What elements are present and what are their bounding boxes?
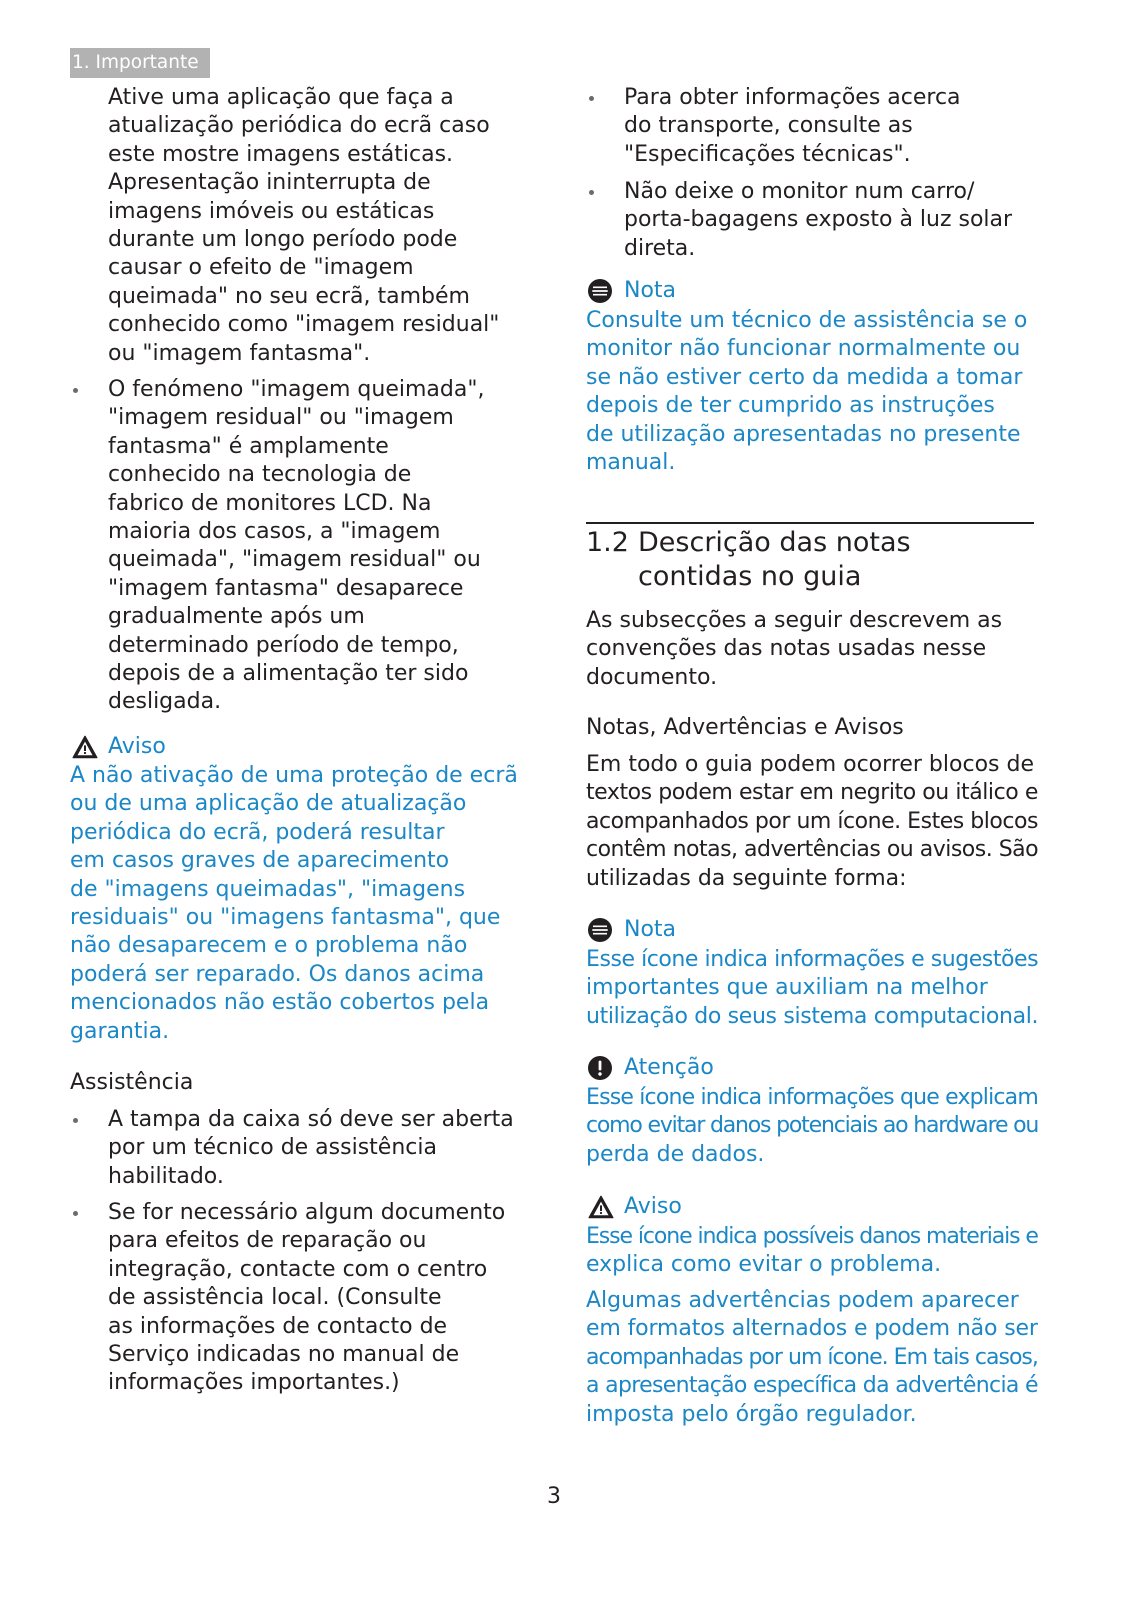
- bullet-text: [108, 1199, 526, 1398]
- text-line: Ative uma aplicação que faça a: [108, 85, 454, 110]
- text-line: "imagem residual" ou "imagem: [108, 405, 454, 431]
- text-line: gradualmente após um: [108, 604, 365, 630]
- text-line: Apresentação ininterrupta de: [108, 170, 431, 196]
- text-line: Em todo o guia podem ocorrer blocos de: [586, 752, 1034, 777]
- text-line: "Especificações técnicas".: [624, 141, 911, 167]
- bullet-text: [108, 1106, 526, 1191]
- caution-heading: [586, 1054, 786, 1082]
- text-line: acompanhadas por um ícone. Em tais casos,: [586, 1344, 1038, 1370]
- text-line: Esse ícone indica informações e sugestões: [586, 947, 1039, 972]
- text-line: Esse ícone indica informações que explicam: [586, 1085, 1038, 1110]
- bullet-item: [108, 376, 526, 717]
- text-line: se não estiver certo da medida a tomar: [586, 364, 1023, 390]
- note-icon: [588, 279, 614, 303]
- text-line: como evitar danos potenciais ao hardware ou: [586, 1113, 1039, 1139]
- caution-label: Atenção: [624, 1055, 714, 1080]
- text-line: habilitado.: [108, 1163, 224, 1189]
- text-line: perda de dados.: [586, 1141, 765, 1167]
- text-line: importantes que auxiliam na melhor: [586, 975, 988, 1001]
- note-heading: [586, 916, 786, 944]
- text-line: O fenómeno "imagem queimada",: [108, 377, 485, 402]
- text-line: de utilização apresentadas no presente: [586, 421, 1021, 447]
- text-line: as informações de contacto de: [108, 1313, 448, 1339]
- text-line: determinado período de tempo,: [108, 632, 459, 658]
- text-line: queimada" no seu ecrã, também: [108, 283, 470, 309]
- text-line: poderá ser reparado. Os danos acima: [70, 961, 485, 987]
- bullet-item: [108, 1106, 526, 1191]
- text-line: integração, contacte com o centro: [108, 1256, 488, 1282]
- text-line: residuais" ou "imagens fantasma", que: [70, 905, 501, 931]
- subheading: Notas, Advertências e Avisos: [586, 715, 904, 740]
- bullet-text: [624, 178, 1036, 263]
- assistance-heading: Assistência: [70, 1070, 194, 1095]
- bullet-marker: [589, 96, 594, 101]
- text-line: de "imagens queimadas", "imagens: [70, 876, 466, 902]
- text-line: fantasma" é amplamente: [108, 433, 389, 459]
- text-line: a apresentação específica da advertência é: [586, 1373, 1038, 1399]
- text-line: Descrição das notas: [638, 527, 911, 558]
- text-line: atualização periódica do ecrã caso: [108, 113, 490, 139]
- text-line: convenções das notas usadas nesse: [586, 636, 987, 662]
- warning-triangle-icon: [588, 1195, 614, 1219]
- text-line: durante um longo período pode: [108, 227, 458, 253]
- text-line: Esse ícone indica possíveis danos materiais e: [586, 1224, 1038, 1249]
- text-line: garantia.: [70, 1018, 170, 1044]
- page-number: 3: [547, 1484, 561, 1509]
- text-line: depois de ter cumprido as instruções: [586, 393, 995, 419]
- warning-triangle-icon: [72, 735, 98, 759]
- text-line: em formatos alternados e podem não ser: [586, 1316, 1038, 1342]
- bullet-item: [108, 1199, 526, 1398]
- text-line: contidas no guia: [638, 561, 862, 592]
- section-intro: [586, 607, 1038, 692]
- text-line: causar o efeito de "imagem: [108, 255, 414, 281]
- text-line: de assistência local. (Consulte: [108, 1285, 442, 1311]
- bullet-item: [624, 178, 1036, 263]
- text-line: do transporte, consulte as: [624, 113, 913, 139]
- text-line: Para obter informações acerca: [624, 85, 961, 110]
- text-line: conhecido como "imagem residual": [108, 312, 500, 338]
- text-line: informações importantes.): [108, 1370, 400, 1396]
- text-line: depois de a alimentação ter sido: [108, 661, 469, 687]
- bullet-marker: [73, 1118, 78, 1123]
- text-line: monitor não funcionar normalmente ou: [586, 336, 1021, 362]
- text-line: por um técnico de assistência: [108, 1135, 437, 1161]
- text-line: imposta pelo órgão regulador.: [586, 1401, 917, 1427]
- text-line: As subsecções a seguir descrevem as: [586, 608, 1003, 633]
- warning-extra-text: [586, 1287, 1038, 1429]
- text-line: direta.: [624, 235, 696, 261]
- text-line: desligada.: [108, 689, 222, 715]
- text-line: maioria dos casos, a "imagem: [108, 519, 441, 545]
- text-line: manual.: [586, 450, 676, 476]
- caution-text: [586, 1084, 1038, 1169]
- caution-icon: [588, 1056, 614, 1080]
- text-line: utilizadas da seguinte forma:: [586, 865, 907, 891]
- note-label: Nota: [624, 278, 677, 303]
- text-line: Se for necessário algum documento: [108, 1200, 506, 1225]
- text-line: conhecido na tecnologia de: [108, 462, 412, 488]
- text-line: Não deixe o monitor num carro/: [624, 179, 975, 204]
- text-line: documento.: [586, 664, 718, 690]
- warning-text: [70, 762, 522, 1046]
- burn-in-paragraph: [108, 84, 526, 368]
- note-heading: [586, 277, 786, 305]
- bullet-text: [624, 84, 1036, 169]
- text-line: porta-bagagens exposto à luz solar: [624, 207, 1013, 233]
- text-line: contêm notas, advertências ou avisos. São: [586, 837, 1039, 863]
- text-line: A não ativação de uma proteção de ecrã: [70, 763, 518, 788]
- text-line: periódica do ecrã, poderá resultar: [70, 819, 445, 845]
- warning-text: [586, 1223, 1038, 1280]
- bullet-marker: [73, 1211, 78, 1216]
- section-body: [586, 751, 1038, 893]
- text-line: em casos graves de aparecimento: [70, 848, 450, 874]
- text-line: ou de uma aplicação de atualização: [70, 791, 467, 817]
- text-line: queimada", "imagem residual" ou: [108, 547, 481, 573]
- text-line: explica como evitar o problema.: [586, 1252, 942, 1278]
- text-line: este mostre imagens estáticas.: [108, 141, 454, 167]
- text-line: imagens imóveis ou estáticas: [108, 198, 435, 224]
- text-line: Algumas advertências podem aparecer: [586, 1288, 1019, 1313]
- bullet-item: [624, 84, 1036, 169]
- text-line: mencionados não estão cobertos pela: [70, 990, 490, 1016]
- warning-heading: [586, 1193, 786, 1221]
- text-line: acompanhados por um ícone. Estes blocos: [586, 808, 1038, 834]
- section-title: [638, 526, 1038, 594]
- section-number: 1.2: [586, 527, 629, 558]
- note-text: [586, 307, 1038, 477]
- warning-label: Aviso: [108, 734, 166, 759]
- text-line: ou "imagem fantasma".: [108, 340, 371, 366]
- warning-label: Aviso: [624, 1194, 682, 1219]
- bullet-marker: [589, 190, 594, 195]
- warning-heading: [70, 733, 270, 761]
- note-icon: [588, 918, 614, 942]
- bullet-marker: [73, 388, 78, 393]
- text-line: textos podem estar em negrito ou itálico e: [586, 780, 1038, 806]
- text-line: "imagem fantasma" desaparece: [108, 575, 464, 601]
- text-line: Serviço indicadas no manual de: [108, 1342, 460, 1368]
- text-line: não desaparecem e o problema não: [70, 933, 468, 959]
- section-divider: [586, 522, 1034, 524]
- text-line: para efeitos de reparação ou: [108, 1228, 427, 1254]
- text-line: A tampa da caixa só deve ser aberta: [108, 1107, 514, 1132]
- note-label: Nota: [624, 917, 677, 942]
- text-line: fabrico de monitores LCD. Na: [108, 490, 432, 516]
- bullet-text: [108, 376, 526, 717]
- text-line: Consulte um técnico de assistência se o: [586, 308, 1028, 333]
- text-line: utilização do seus sistema computacional.: [586, 1003, 1039, 1029]
- note-text: [586, 946, 1038, 1031]
- section-tab: 1. Importante: [70, 48, 210, 78]
